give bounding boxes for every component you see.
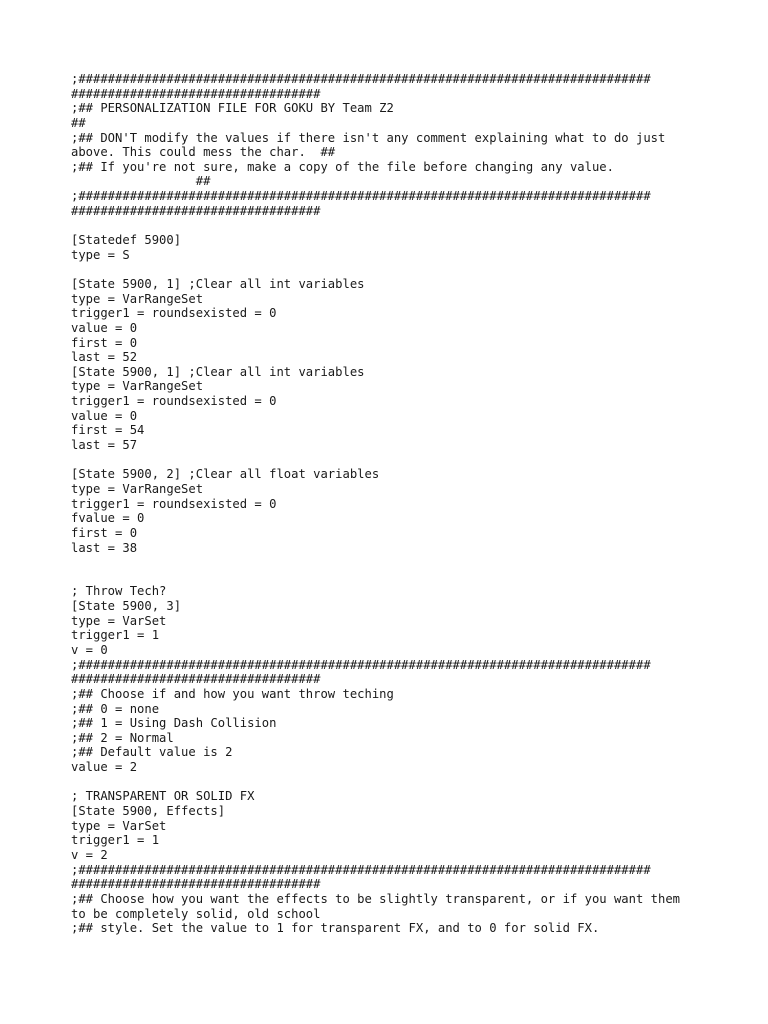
text-line: last = 38 [71,540,138,555]
text-line: type = S [71,247,130,262]
text-line: trigger1 = roundsexisted = 0 [71,394,277,409]
text-line: ;## Default value is 2 [71,745,233,760]
text-line: value = 2 [71,760,138,775]
text-line: ;## 2 = Normal [71,730,174,745]
text-line: type = VarSet [71,818,167,833]
text-line: v = 0 [71,642,108,657]
config-file-text [71,72,701,936]
text-line: value = 0 [71,408,138,423]
text-line: type = VarRangeSet [71,481,204,496]
text-line: [State 5900, 1] ;Clear all int variables [71,364,365,379]
text-line: trigger1 = roundsexisted = 0 [71,496,277,511]
text-line: ;## 1 = Using Dash Collision [71,716,277,731]
text-line: ;############################################################################## [71,189,651,204]
text-line: last = 52 [71,350,138,365]
text-line: ;############################################################################## [71,72,651,86]
text-line: type = VarSet [71,613,167,628]
text-line: ################################## [71,203,321,218]
text-line: type = VarRangeSet [71,379,204,394]
text-line: trigger1 = roundsexisted = 0 [71,306,277,321]
text-line: type = VarRangeSet [71,291,204,306]
text-line: ;## 0 = none [71,701,160,716]
text-line: ;############################################################################## [71,862,651,877]
text-line: ################################## [71,672,321,687]
text-line: trigger1 = 1 [71,628,160,643]
text-line: first = 54 [71,423,145,438]
text-line: [State 5900, Effects] [71,804,226,819]
text-line: fvalue = 0 [71,511,145,526]
blank-line [71,775,701,790]
text-line: first = 0 [71,335,138,350]
text-line: [Statedef 5900] [71,233,182,248]
text-line: [State 5900, 2] ;Clear all float variables [71,467,380,482]
text-line: ;## style. Set the value to 1 for transparent FX, and to 0 for solid FX. [71,921,600,936]
blank-line [71,218,701,233]
text-line: ;## Choose how you want the effects to be slightly transparent, or if you want them [71,891,681,906]
text-line: value = 0 [71,320,138,335]
text-line: [State 5900, 1] ;Clear all int variables [71,276,365,291]
text-line: ;## DON'T modify the values if there isn't any comment explaining what to do just [71,130,666,145]
text-line: ################################## [71,877,321,892]
blank-line [71,555,701,570]
text-line: ## [71,115,86,130]
blank-line [71,262,701,277]
text-line: [State 5900, 3] [71,599,182,614]
text-line: trigger1 = 1 [71,833,160,848]
text-line: ; TRANSPARENT OR SOLID FX [71,789,255,804]
text-line: above. This could mess the char. ## [71,145,336,160]
blank-line [71,453,701,468]
text-line: ;############################################################################## [71,657,651,672]
text-line: v = 2 [71,847,108,862]
text-line: ## [71,174,211,189]
text-line: ################################## [71,86,321,101]
text-line: first = 0 [71,525,138,540]
text-line: ; Throw Tech? [71,584,167,599]
text-line: ;## Choose if and how you want throw teching [71,686,394,701]
text-line: to be completely solid, old school [71,906,321,921]
blank-line [71,570,701,585]
text-line: last = 57 [71,438,138,453]
text-line: ;## PERSONALIZATION FILE FOR GOKU BY Team Z2 [71,101,394,116]
text-line: ;## If you're not sure, make a copy of the file before changing any value. [71,159,614,174]
